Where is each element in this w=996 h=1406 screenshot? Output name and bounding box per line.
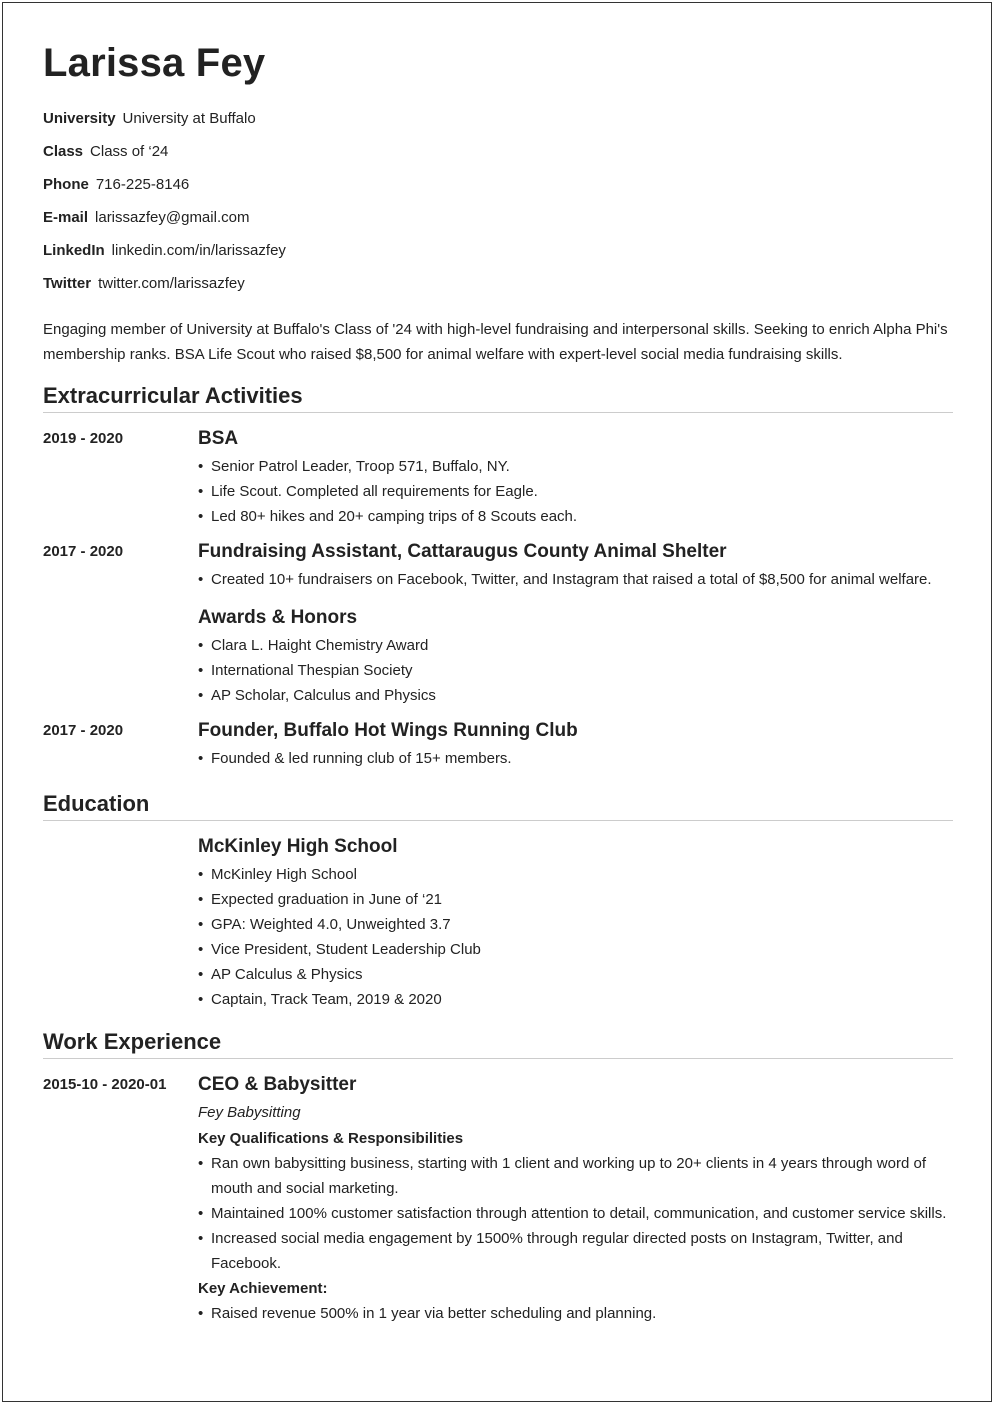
achievement-heading: Key Achievement: — [198, 1280, 328, 1297]
list-item: • Raised revenue 500% in 1 year via better scheduling and planning. — [198, 1301, 953, 1326]
entry-title: Fundraising Assistant, Cattaraugus County Animal Shelter — [198, 541, 727, 562]
education-entry — [43, 835, 953, 1012]
list-item: • Captain, Track Team, 2019 & 2020 — [198, 987, 953, 1012]
contact-value: 716-225-8146 — [95, 176, 190, 193]
contact-label: Class — [43, 143, 84, 160]
contact-twitter — [43, 274, 286, 307]
entry-title: Founder, Buffalo Hot Wings Running Club — [198, 720, 578, 741]
contact-email — [43, 208, 286, 241]
entry-title: BSA — [198, 428, 239, 449]
entry-bullets — [198, 567, 953, 592]
entry-bullets — [198, 746, 953, 771]
contact-value: linkedin.com/in/larissazfey — [111, 242, 286, 259]
list-item: • Created 10+ fundraisers on Facebook, Twitter, and Instagram that raised a total of $8,500 for animal welfare. — [198, 567, 953, 592]
entry-body — [198, 719, 953, 771]
work-section — [43, 1029, 953, 1326]
list-item: • Ran own babysitting business, starting with 1 client and working up to 20+ clients in 4 years through word of mouth and social marketing. — [198, 1151, 953, 1201]
list-item: • GPA: Weighted 4.0, Unweighted 3.7 — [198, 912, 953, 937]
summary-paragraph: Engaging member of University at Buffalo's Class of '24 with high-level fundraising and interpersonal skills. Seeking to enrich Alpha Phi's membership ranks. BSA Life Scout who raised $8,500 for animal welfare with expert-level social media fundraising skills. — [43, 321, 948, 363]
contact-label: University — [43, 110, 116, 127]
entry-body — [198, 540, 953, 592]
list-item: • International Thespian Society — [198, 658, 953, 683]
contact-value: twitter.com/larissazfey — [98, 275, 245, 292]
entry-title: Awards & Honors — [198, 607, 358, 628]
school-name: McKinley High School — [198, 836, 398, 857]
contact-value: Class of ‘24 — [90, 143, 169, 160]
entry-bullets — [198, 633, 953, 708]
extracurricular-section — [43, 383, 953, 771]
awards-entry — [43, 606, 953, 708]
qualifications-bullets — [198, 1151, 953, 1276]
education-section — [43, 791, 953, 1012]
list-item: • Founded & led running club of 15+ members. — [198, 746, 953, 771]
contact-class — [43, 142, 286, 175]
contact-label: E-mail — [43, 209, 89, 226]
entry-body — [198, 835, 953, 1012]
contact-value: University at Buffalo — [122, 110, 256, 127]
entry-date: 2017 - 2020 — [43, 543, 124, 560]
list-item: • Life Scout. Completed all requirements for Eagle. — [198, 479, 953, 504]
list-item: • Led 80+ hikes and 20+ camping trips of 8 Scouts each. — [198, 504, 953, 529]
contact-label: Phone — [43, 176, 89, 193]
list-item: • McKinley High School — [198, 862, 953, 887]
entry-bullets — [198, 454, 953, 529]
entry-bullets — [198, 862, 953, 1012]
list-item: • Senior Patrol Leader, Troop 571, Buffalo, NY. — [198, 454, 953, 479]
contact-value: larissazfey@gmail.com — [95, 209, 250, 226]
contact-university — [43, 109, 286, 142]
qualifications-heading: Key Qualifications & Responsibilities — [198, 1130, 464, 1147]
activity-entry — [43, 427, 953, 529]
contact-phone — [43, 175, 286, 208]
activity-entry — [43, 719, 953, 771]
entry-body — [198, 427, 953, 529]
candidate-name: Larissa Fey — [43, 41, 266, 85]
achievement-bullets — [198, 1301, 953, 1326]
contact-label: LinkedIn — [43, 242, 105, 259]
list-item: • Vice President, Student Leadership Club — [198, 937, 953, 962]
list-item: • AP Calculus & Physics — [198, 962, 953, 987]
section-title: Education — [43, 791, 953, 821]
list-item: • Clara L. Haight Chemistry Award — [198, 633, 953, 658]
section-title: Extracurricular Activities — [43, 383, 953, 413]
contact-label: Twitter — [43, 275, 92, 292]
company-name: Fey Babysitting — [198, 1104, 301, 1121]
entry-date: 2017 - 2020 — [43, 722, 124, 739]
entry-body — [198, 1073, 953, 1326]
activity-entry — [43, 540, 953, 592]
entry-body — [198, 606, 953, 708]
list-item: • Expected graduation in June of ‘21 — [198, 887, 953, 912]
list-item: • Increased social media engagement by 1500% through regular directed posts on Instagram, Twitter, and Facebook. — [198, 1226, 953, 1276]
work-entry — [43, 1073, 953, 1326]
list-item: • Maintained 100% customer satisfaction through attention to detail, communication, and customer service skills. — [198, 1201, 953, 1226]
list-item: • AP Scholar, Calculus and Physics — [198, 683, 953, 708]
resume-page — [2, 2, 992, 1402]
entry-date: 2015-10 - 2020-01 — [43, 1076, 167, 1093]
contact-block — [43, 109, 286, 307]
job-title: CEO & Babysitter — [198, 1074, 357, 1095]
section-title: Work Experience — [43, 1029, 953, 1059]
contact-linkedin — [43, 241, 286, 274]
entry-date: 2019 - 2020 — [43, 430, 124, 447]
